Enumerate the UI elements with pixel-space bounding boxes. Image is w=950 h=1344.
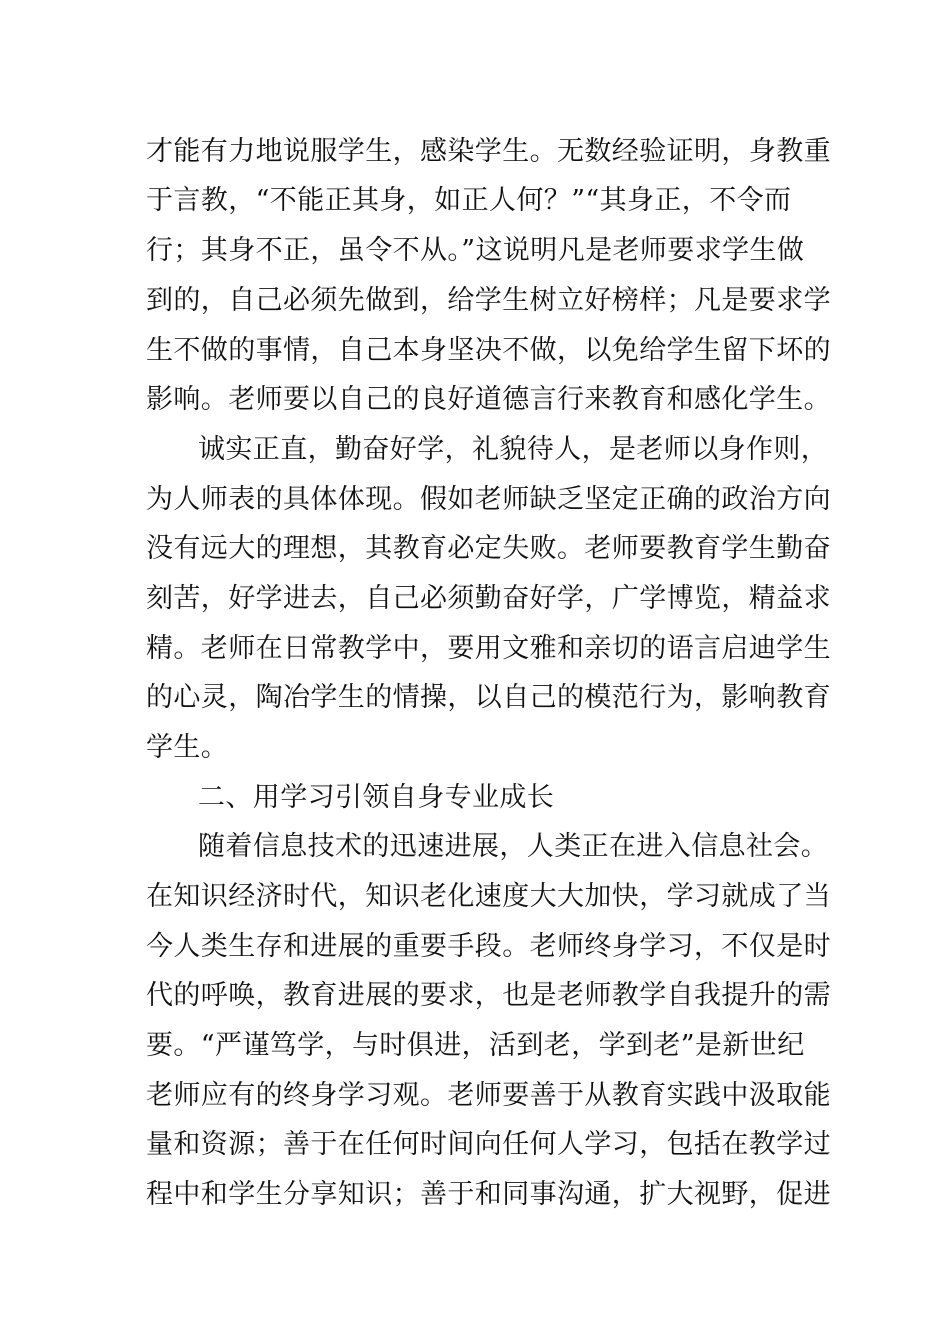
paragraph-first-line: 随着信息技术的迅速进展，人类正在进入信息社会。 xyxy=(198,831,829,862)
section-heading: 二、用学习引领自身专业成长 xyxy=(198,782,555,813)
text-line: 没有远大的理想，其教育必定失败。老师要教育学生勤奋 xyxy=(146,533,831,564)
text-line: 刻苦，好学进去，自己必须勤奋好学，广学博览，精益求 xyxy=(146,583,831,614)
text-line: 生不做的事情，自己本身坚决不做，以免给学生留下坏的 xyxy=(146,335,831,366)
text-line: 在知识经济时代，知识老化速度大大加快，学习就成了当 xyxy=(146,881,831,912)
text-line: 今人类生存和进展的重要手段。老师终身学习，不仅是时 xyxy=(146,931,831,962)
text-line: 才能有力地说服学生，感染学生。无数经验证明，身教重 xyxy=(146,136,831,167)
text-line: 于言教，“不能正其身，如正人何？”“其身正，不令而 xyxy=(146,185,792,216)
text-line: 代的呼唤，教育进展的要求，也是老师教学自我提升的需 xyxy=(146,980,831,1011)
text-line: 为人师表的具体体现。假如老师缺乏坚定正确的政治方向 xyxy=(146,484,831,515)
text-line: 影响。老师要以自己的良好道德言行来教育和感化学生。 xyxy=(146,384,831,415)
text-line: 老师应有的终身学习观。老师要善于从教育实践中汲取能 xyxy=(146,1080,831,1111)
paragraph-first-line: 诚实正直，勤奋好学，礼貌待人，是老师以身作则， xyxy=(198,434,829,465)
text-line: 的心灵，陶冶学生的情操，以自己的模范行为，影响教育 xyxy=(146,682,831,713)
text-line: 量和资源；善于在任何时间向任何人学习，包括在教学过 xyxy=(146,1129,831,1160)
text-line: 学生。 xyxy=(146,732,229,763)
text-line: 精。老师在日常教学中，要用文雅和亲切的语言启迪学生 xyxy=(146,633,831,664)
text-line: 到的，自己必须先做到，给学生树立好榜样；凡是要求学 xyxy=(146,285,831,316)
text-line: 程中和学生分享知识；善于和同事沟通，扩大视野，促进 xyxy=(146,1179,831,1210)
text-line: 要。“严谨笃学，与时俱进，活到老，学到老”是新世纪 xyxy=(146,1030,805,1061)
text-line: 行；其身不正，虽令不从。”这说明凡是老师要求学生做 xyxy=(146,235,805,266)
